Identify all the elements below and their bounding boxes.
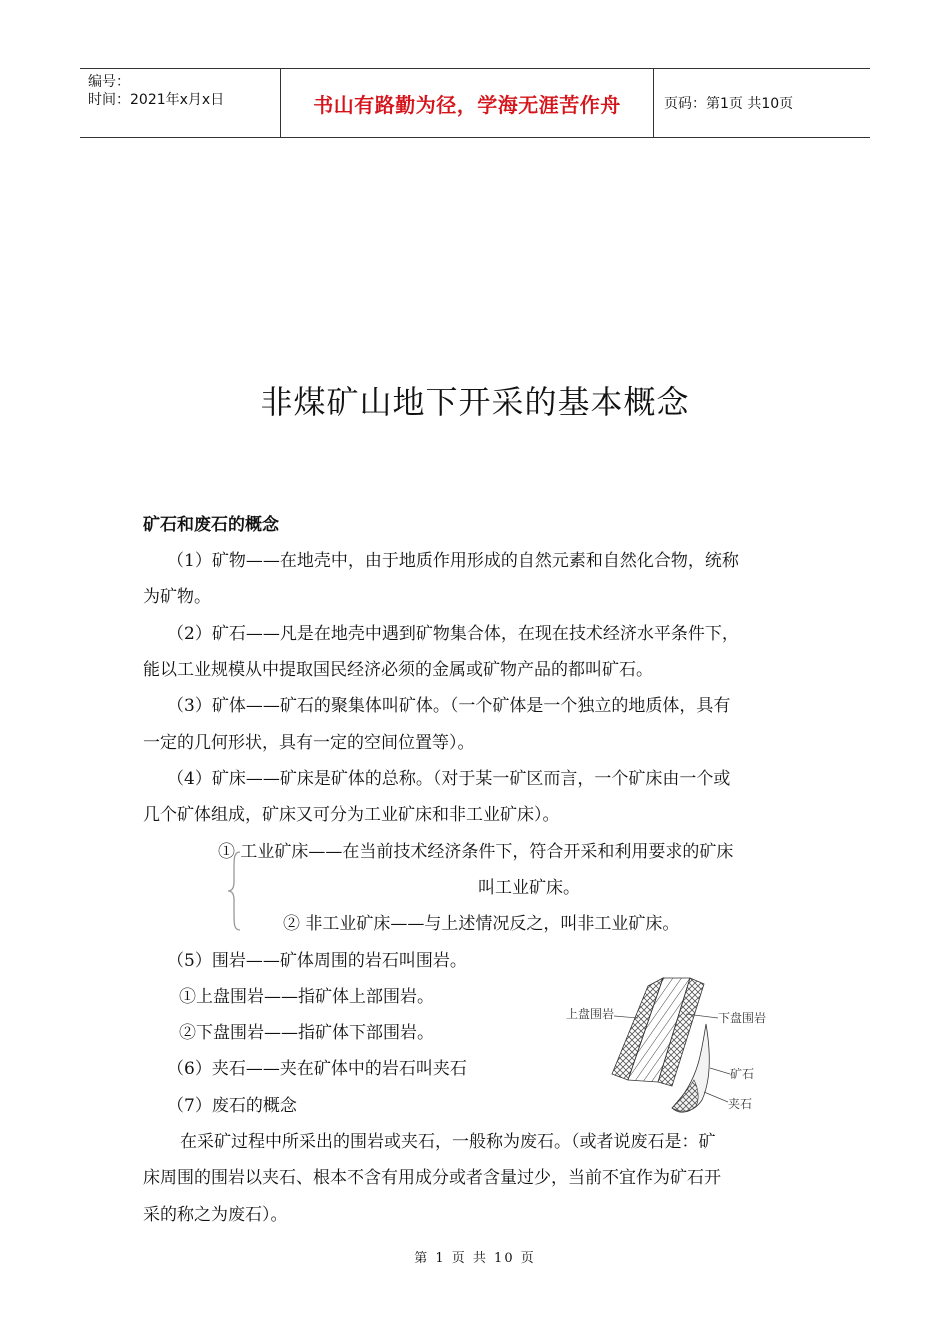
header-meta [80,69,281,137]
document-title: 非煤矿山地下开采的基本概念 [260,383,690,421]
inclusion-rock [672,1080,698,1112]
non-industrial-deposit: ② 非工业矿床——与上述情况反之，叫非工业矿床。 [283,914,680,934]
paragraph-4-line-2: 几个矿体组成，矿床又可分为工业矿床和非工业矿床）。 [143,805,560,825]
footwall-item: ②下盘围岩——指矿体下部围岩。 [179,1023,434,1043]
page-footer: 第 1 页 共 10 页 [414,1251,536,1266]
brace-icon [226,850,242,932]
paragraph-6: （6）夹石——夹在矿体中的岩石叫夹石 [167,1059,467,1079]
header-page-info: 页码：第1页 共10页 [664,96,794,112]
inclusion-label: 夹石 [728,1097,753,1111]
hanging-wall-item: ①上盘围岩——指矿体上部围岩。 [179,987,434,1007]
paragraph-8-line-1: 在采矿过程中所采出的围岩或夹石，一般称为废石。（或者说废石是：矿 [180,1132,716,1152]
number-label: 编号： [88,74,130,90]
paragraph-7: （7）废石的概念 [167,1096,297,1116]
ore-body-diagram [560,968,810,1128]
footwall-label: 下盘围岩 [718,1011,767,1025]
industrial-deposit-line-1: ① 工业矿床——在当前技术经济条件下，符合开采和利用要求的矿床 [218,842,734,862]
ore-label: 矿石 [730,1067,755,1081]
paragraph-2-line-1: （2）矿石——凡是在地壳中遇到矿物集合体，在现在技术经济水平条件下， [167,624,739,644]
paragraph-3-line-1: （3）矿体——矿石的聚集体叫矿体。（一个矿体是一个独立的地质体，具有 [167,696,731,716]
paragraph-1-line-1: （1）矿物——在地壳中，由于地质作用形成的自然元素和自然化合物，统称 [167,551,739,571]
paragraph-3-line-2: 一定的几何形状，具有一定的空间位置等）。 [143,733,475,753]
section-heading: 矿石和废石的概念 [143,515,279,535]
paragraph-1-line-2: 为矿物。 [143,587,211,607]
hanging-wall-label: 上盘围岩 [566,1007,615,1021]
paragraph-8-line-3: 采的称之为废石）。 [143,1205,288,1225]
time-label: 时间：2021年x月x日 [88,92,225,108]
paragraph-5: （5）围岩——矿体周围的岩石叫围岩。 [167,951,467,971]
paragraph-2-line-2: 能以工业规模从中提取国民经济必须的金属或矿物产品的都叫矿石。 [143,660,653,680]
paragraph-8-line-2: 床周围的围岩以夹石、根本不含有用成分或者含量过少，当前不宜作为矿石开 [143,1168,721,1188]
header-motto: 书山有路勤为径，学海无涯苦作舟 [281,69,654,137]
paragraph-4-line-1: （4）矿床——矿床是矿体的总称。（对于某一矿区而言，一个矿床由一个或 [167,769,731,789]
page-header [80,68,870,138]
industrial-deposit-line-2: 叫工业矿床。 [478,878,580,898]
